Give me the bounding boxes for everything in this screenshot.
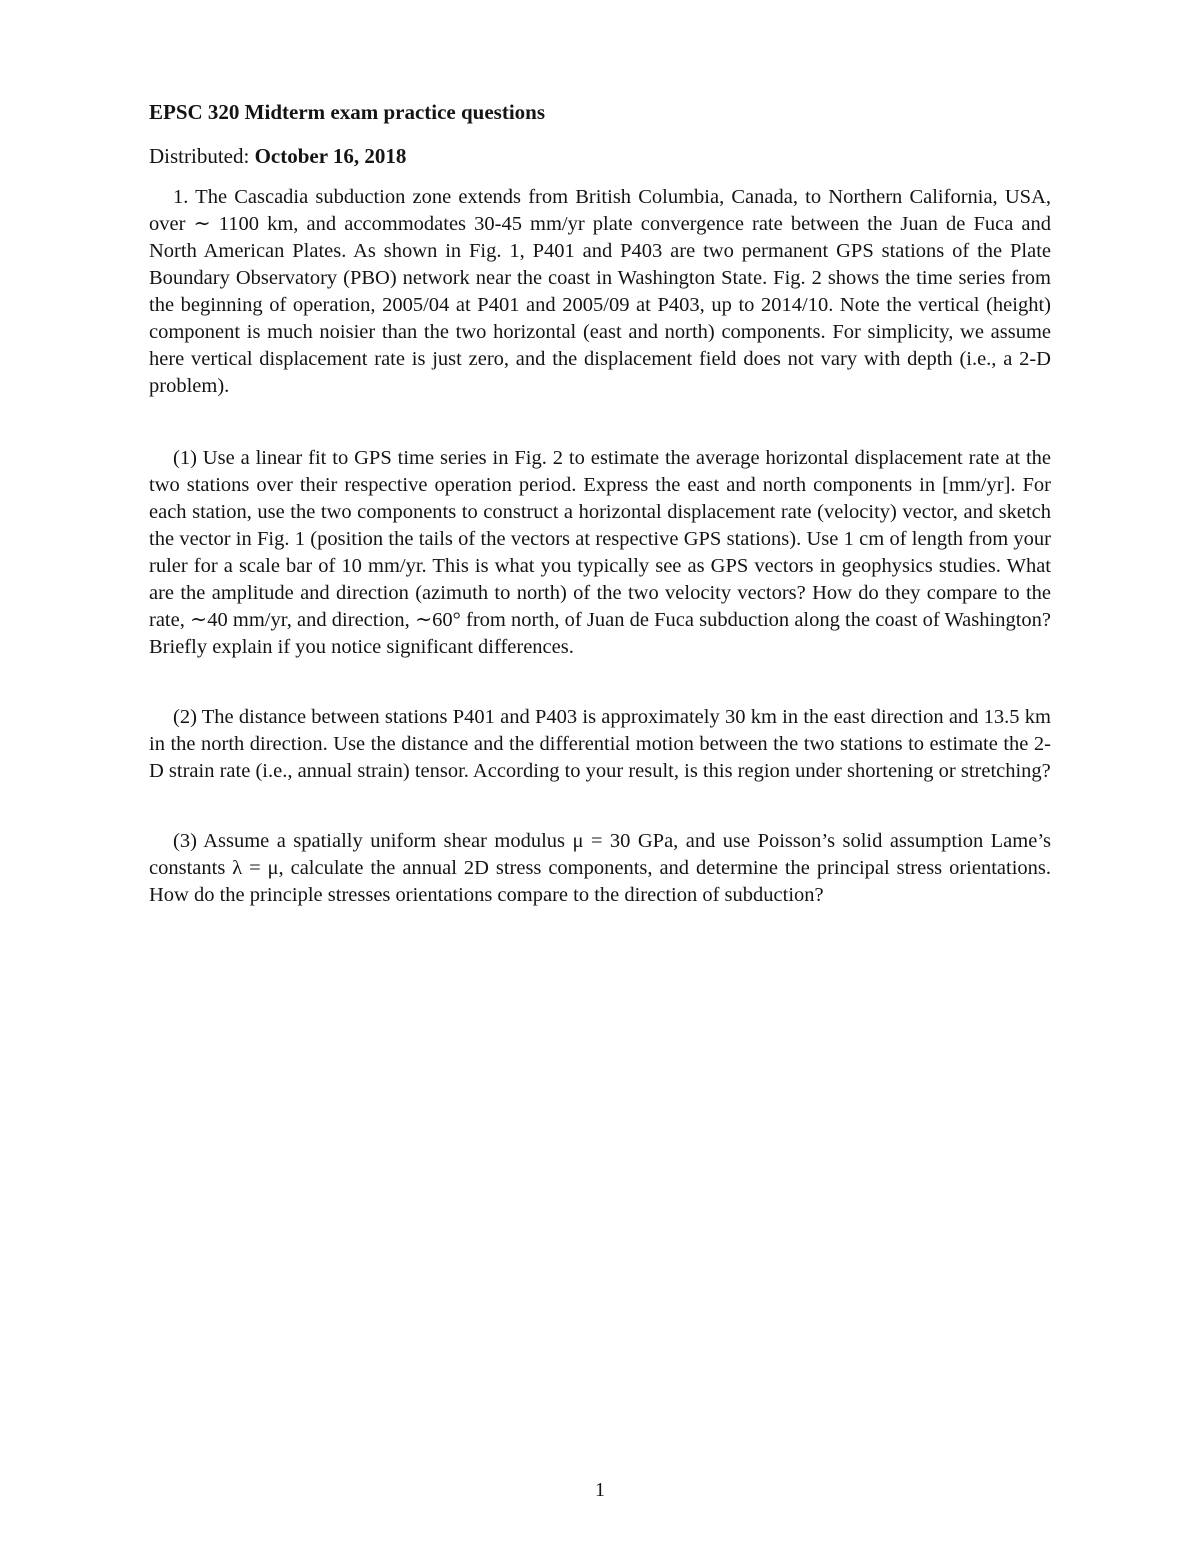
question-part-1-paragraph (149, 445, 1051, 661)
page-number: 1 (595, 1479, 605, 1501)
paragraph-text: (3) Assume a spatially uniform shear modulus μ = 30 GPa, and use Poisson’s solid assumption Lame’s constants λ = μ, calculate the annual 2D stress components, and determine the principal stress orientations. How do the principle stresses orientations compare to the direction of subduction? (149, 830, 1051, 906)
question-intro-paragraph (149, 184, 1051, 400)
paragraph-text: (1) Use a linear fit to GPS time series in Fig. 2 to estimate the average horizontal displacement rate at the two stations over their respective operation period. Express the east and north components in [mm/yr]. For each station, use the two components to construct a horizontal displacement rate (velocity) vector, and sketch the vector in Fig. 1 (position the tails of the vectors at respective GPS stations). Use 1 cm of length from your ruler for a scale bar of 10 mm/yr. This is what you typically see as GPS vectors in geophysics studies. What are the amplitude and direction (azimuth to north) of the two velocity vectors? How do they compare to the rate, ∼40 mm/yr, and direction, ∼60° from north, of Juan de Fuca subduction along the coast of Washington? Briefly explain if you notice significant differences. (149, 447, 1051, 658)
distributed-line (149, 141, 406, 171)
question-part-3-paragraph (149, 828, 1051, 909)
document-title: EPSC 320 Midterm exam practice questions (149, 100, 546, 124)
distributed-label: Distributed: (149, 144, 255, 168)
question-part-2-paragraph (149, 704, 1051, 785)
paragraph-text: (2) The distance between stations P401 and P403 is approximately 30 km in the east direction and 13.5 km in the north direction. Use the distance and the differential motion between the two stations to estimate the 2-D strain rate (i.e., annual strain) tensor. According to your result, is this region under shortening or stretching? (149, 706, 1051, 782)
paragraph-text: 1. The Cascadia subduction zone extends from British Columbia, Canada, to Northern California, USA, over ∼ 1100 km, and accommodates 30-45 mm/yr plate convergence rate between the Juan de Fuca and North American Plates. As shown in Fig. 1, P401 and P403 are two permanent GPS stations of the Plate Boundary Observatory (PBO) network near the coast in Washington State. Fig. 2 shows the time series from the beginning of operation, 2005/04 at P401 and 2005/09 at P403, up to 2014/10. Note the vertical (height) component is much noisier than the two horizontal (east and north) components. For simplicity, we assume here vertical displacement rate is just zero, and the displacement field does not vary with depth (i.e., a 2-D problem). (149, 186, 1051, 397)
distributed-date: October 16, 2018 (254, 144, 407, 168)
